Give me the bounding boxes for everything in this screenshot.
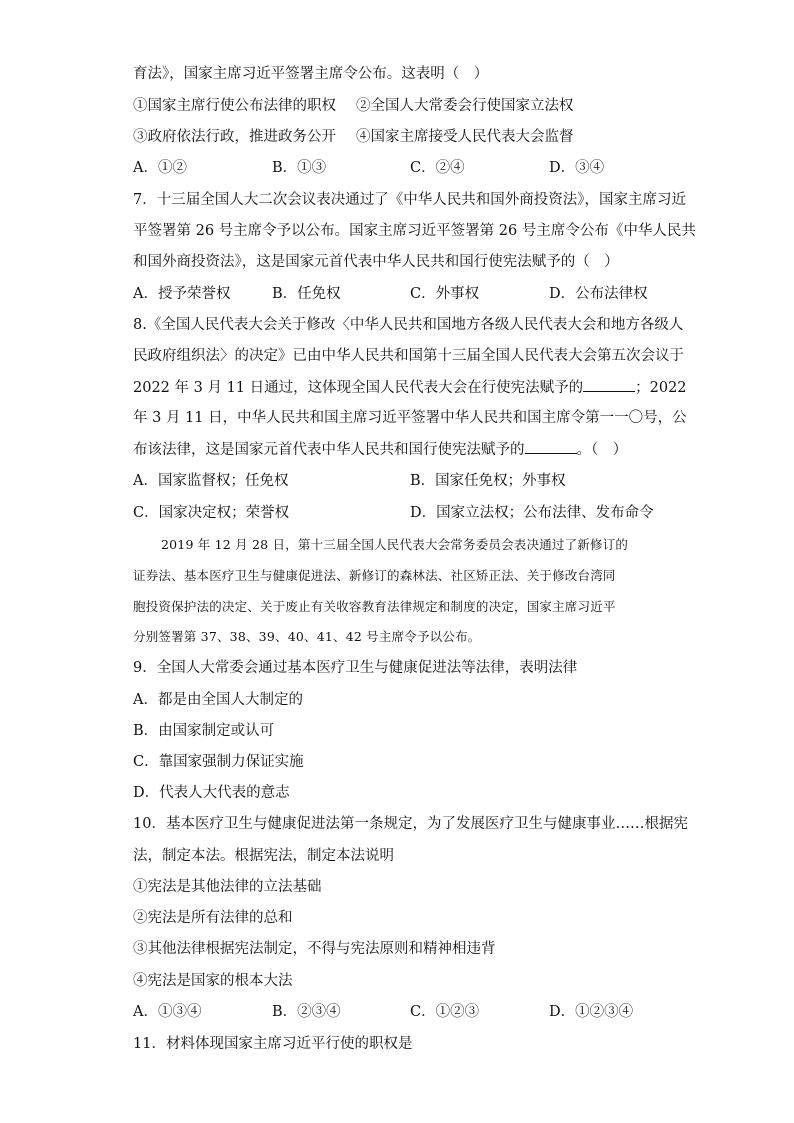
q10-stem-line1: 10．基本医疗卫生与健康促进法第一条规定，为了发展医疗卫生与健康事业……根据宪 [133,816,688,832]
q6-stem-tail: 育法》，国家主席习近平签署主席令公布。这表明（ ） [133,66,489,82]
q7-option-c: C．外事权 [410,286,480,302]
q6-item-4: ④国家主席接受人民代表大会监督 [356,129,574,145]
q8-stem-line3 [133,377,687,398]
q7-option-d: D．公布法律权 [549,286,648,302]
q10-item-1: ①宪法是其他法律的立法基础 [133,879,322,895]
q6-option-d: D．③④ [549,160,605,176]
material-line3: 胞投资保护法的决定、关于废止有关收容教育法律规定和制度的决定，国家主席习近平 [133,599,616,614]
q6-option-a: A．①② [133,160,187,176]
q8-answer-blank-2 [525,439,577,454]
material-line4: 分别签署第 37、38、39、40、41、42 号主席令予以公布。 [133,629,481,644]
q10-option-b: B．②③④ [272,1004,341,1020]
q7-option-a: A．授予荣誉权 [133,286,231,302]
q10-stem-line2: 法，制定本法。根据宪法，制定本法说明 [133,848,394,864]
q9-option-d: D．代表人大代表的意志 [133,785,290,801]
q6-option-b: B．①③ [272,160,327,176]
q9-option-a: A．都是由全国人大制定的 [133,692,303,708]
q7-stem-line3: 和国外商投资法》，这是国家元首代表中华人民共和国行使宪法赋予的（ ） [133,254,619,270]
q6-option-c: C．②④ [410,160,465,176]
material-line1: 2019 年 12 月 28 日，第十三届全国人民代表大会常务委员会表决通过了新修订的 [161,537,629,552]
q10-option-c: C．①②③ [410,1004,480,1020]
q6-item-3: ③政府依法行政，推进政务公开 [133,129,336,145]
q6-item-2: ②全国人大常委会行使国家立法权 [356,98,574,114]
q9-stem: 9．全国人大常委会通过基本医疗卫生与健康促进法等法律，表明法律 [133,660,578,676]
q8-answer-blank-1 [583,377,635,392]
q8-stem-line5 [133,439,663,460]
q11-stem: 11．材料体现国家主席习近平行使的职权是 [133,1036,413,1052]
q8-option-c: C．国家决定权；荣誉权 [133,505,290,521]
q10-option-d: D．①②③④ [549,1004,634,1020]
q7-stem-line1: 7．十三届全国人大二次会议表决通过了《中华人民共和国外商投资法》，国家主席习近 [133,192,686,208]
q10-item-3: ③其他法律根据宪法制定，不得与宪法原则和精神相违背 [133,941,496,957]
q10-option-a: A．①③④ [133,1004,202,1020]
q8-line5-text: 布该法律，这是国家元首代表中华人民共和国行使宪法赋予的 [133,442,525,458]
q9-option-c: C．靠国家强制力保证实施 [133,754,304,770]
q7-stem-line2: 平签署第 26 号主席令予以公布。国家主席习近平签署第 26 号主席令公布《中华人民共 [133,223,696,239]
material-line2: 证券法、基本医疗卫生与健康促进法、新修订的森林法、社区矫正法、关于修改台湾同 [133,568,616,583]
q8-line5-end: 。（ ） [576,442,628,458]
q8-stem-line4: 年 3 月 11 日，中华人民共和国主席习近平签署中华人民共和国主席令第一一〇号，公 [133,410,687,426]
q10-item-2: ②宪法是所有法律的总和 [133,910,293,926]
q8-stem-line1: 8.《全国人民代表大会关于修改〈中华人民共和国地方各级人民代表大会和地方各级人 [133,317,684,333]
q8-stem-line2: 民政府组织法〉的决定》已由中华人民共和国第十三届全国人民代表大会第五次会议于 [133,348,684,364]
q8-line3-end: ；2022 [635,380,687,396]
q6-item-1: ①国家主席行使公布法律的职权 [133,98,336,114]
q10-item-4: ④宪法是国家的根本大法 [133,973,293,989]
q8-option-a: A．国家监督权；任免权 [133,473,289,489]
q9-option-b: B．由国家制定或认可 [133,723,275,739]
q8-option-b: B．国家任免权；外事权 [410,473,566,489]
q7-option-b: B．任免权 [272,286,341,302]
q8-option-d: D．国家立法权；公布法律、发布命令 [410,505,654,521]
q8-line3-text: 2022 年 3 月 11 日通过，这体现全国人民代表大会在行使宪法赋予的 [133,380,584,396]
